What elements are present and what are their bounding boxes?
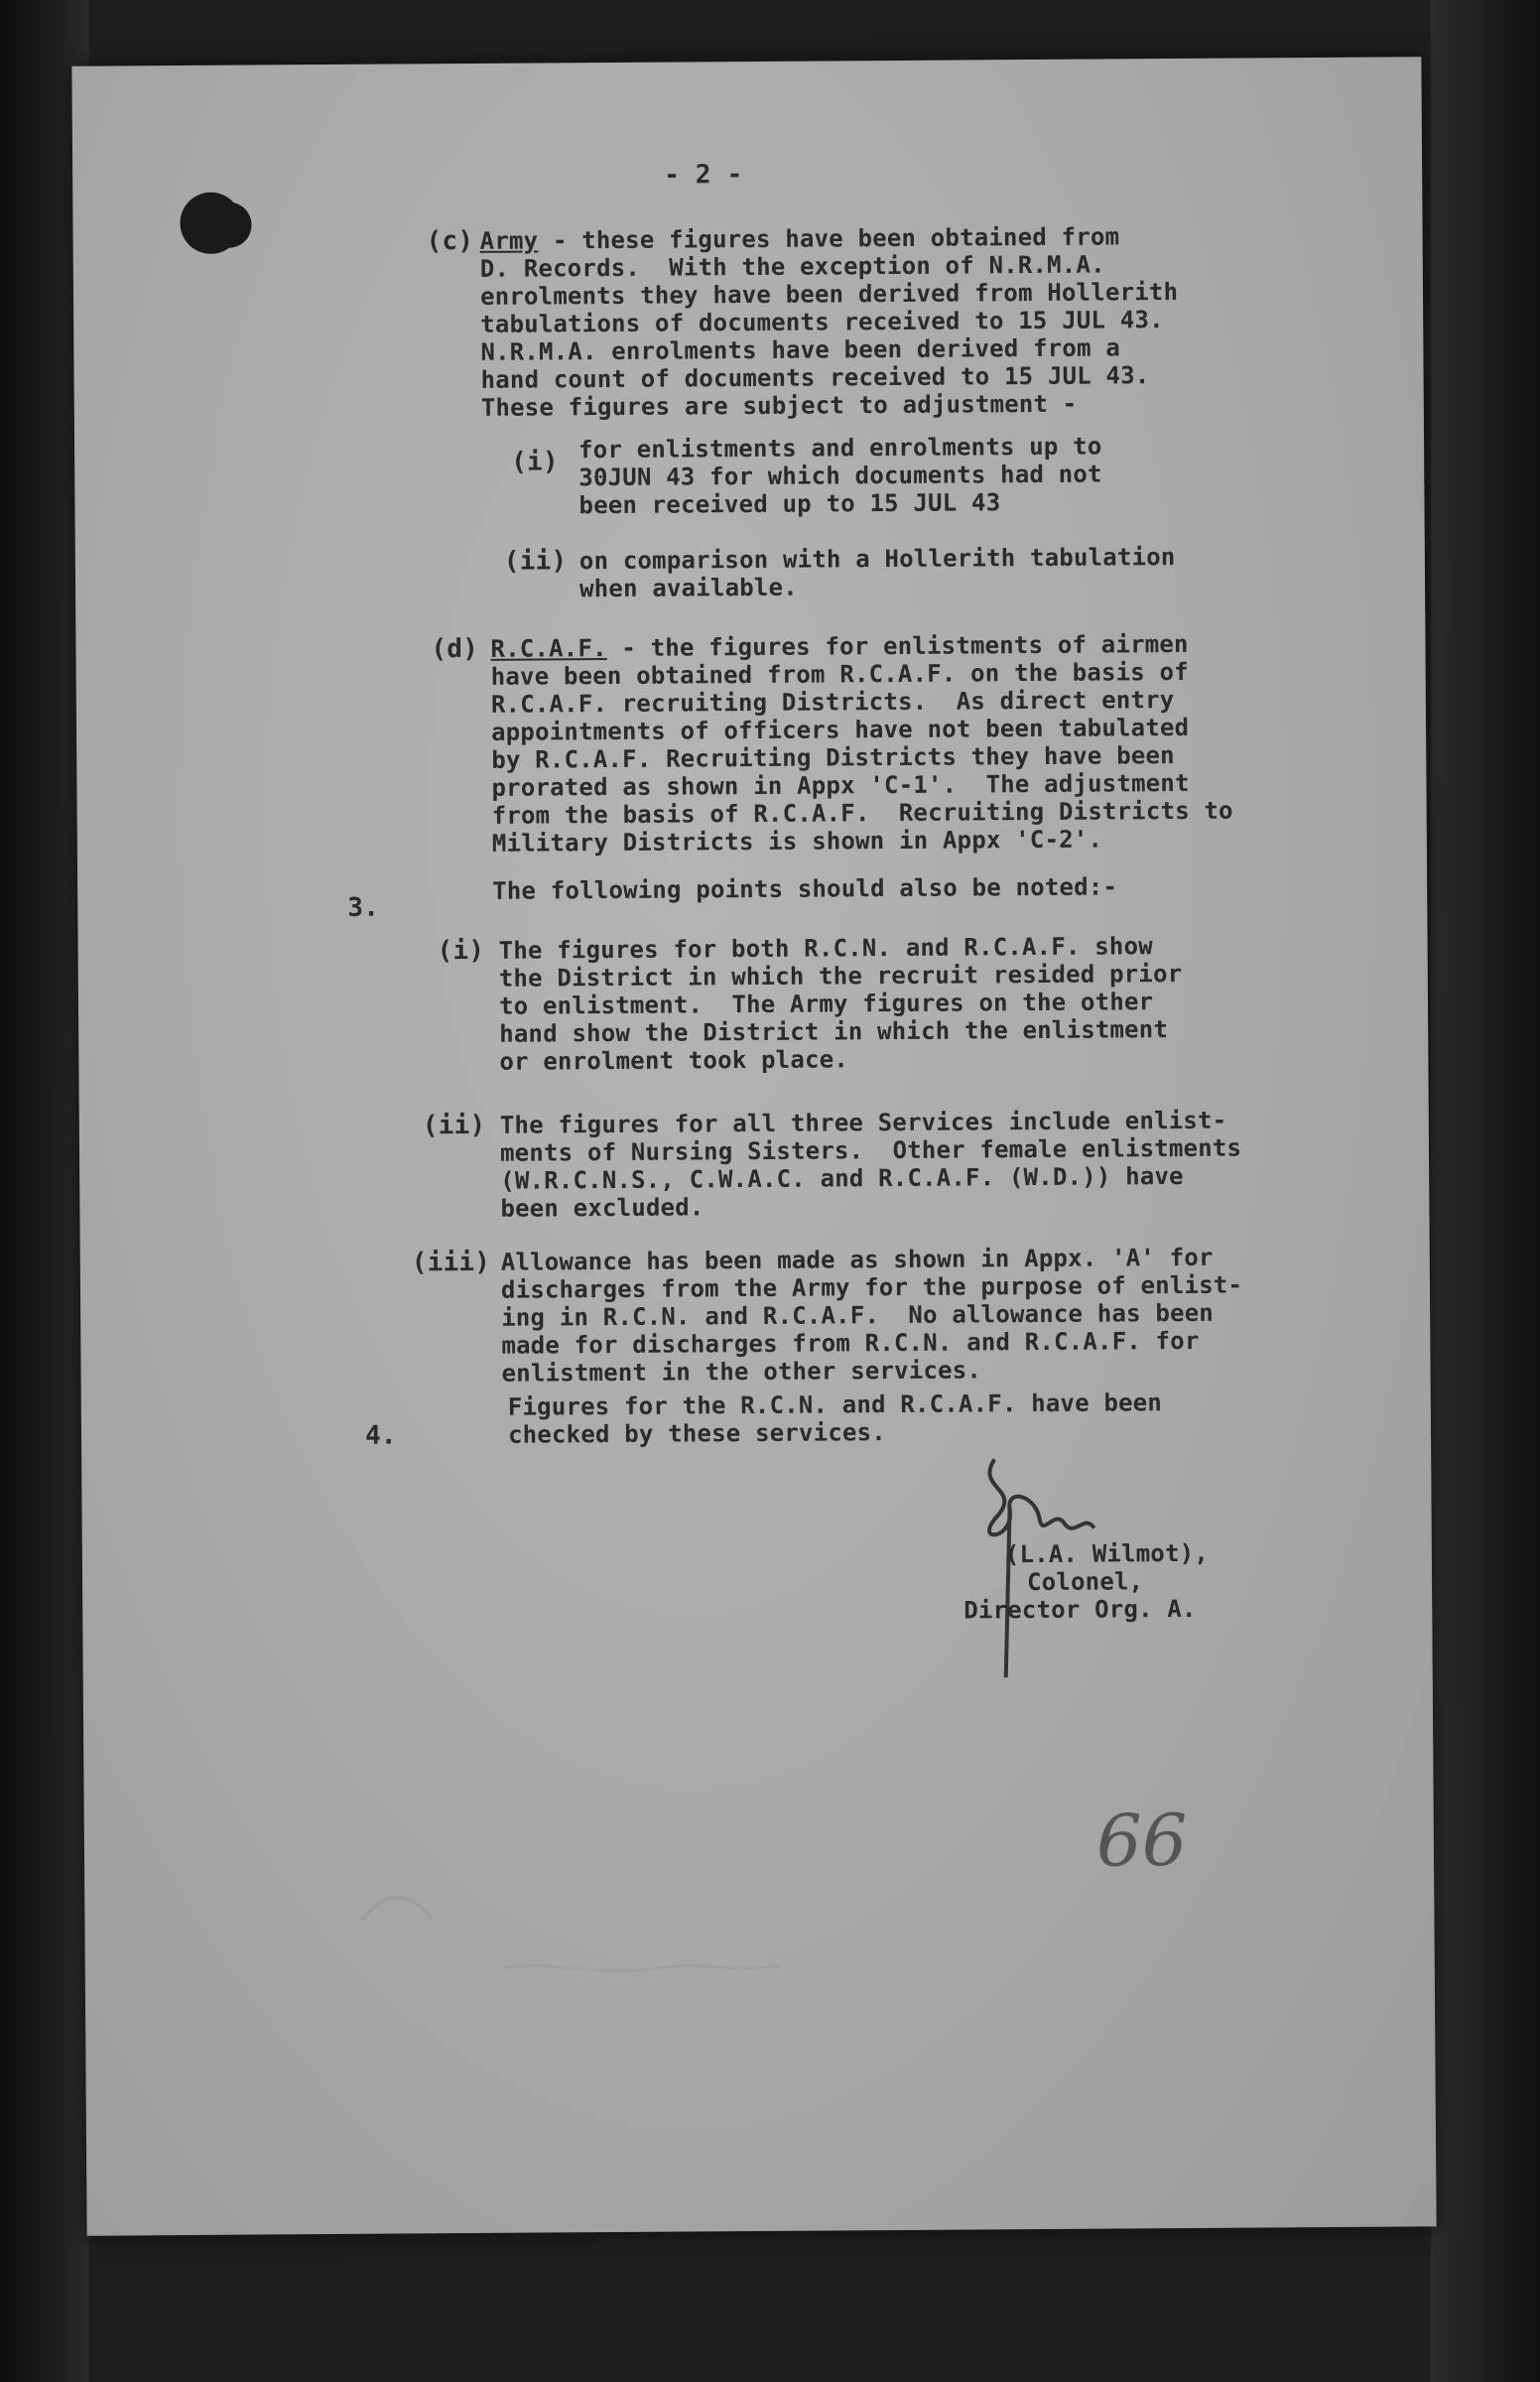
- para-d-line: by R.C.A.F. Recruiting Districts they have been: [491, 741, 1175, 774]
- faint-impression-marks: [342, 1878, 820, 2000]
- svg-text:66: 66: [1095, 1797, 1188, 1883]
- para-4-line: checked by these services.: [507, 1418, 887, 1449]
- para-3-item-iii-line: discharges from the Army for the purpose of enlist-: [500, 1270, 1243, 1304]
- para-c-line: enrolments they have been derived from Hollerith: [479, 277, 1179, 311]
- signature-rank: Colonel,: [1026, 1567, 1144, 1597]
- para-c-line: D. Records. With the exception of N.R.M.A.: [479, 250, 1105, 283]
- para-c-line: hand count of documents received to 15 JUL 43.: [480, 361, 1150, 394]
- para-3-number: 3.: [347, 892, 380, 923]
- para-c-heading: Army: [479, 226, 539, 255]
- para-3-item-i-line: the District in which the recruit resided prior: [498, 959, 1183, 992]
- para-d-line: R.C.A.F. recruiting Districts. As direct entry: [490, 686, 1175, 719]
- para-c-line: tabulations of documents received to 15 JUL 43.: [480, 306, 1164, 338]
- para-3-item-ii-marker: (ii): [422, 1110, 486, 1141]
- para-4-line: Figures for the R.C.N. and R.C.A.F. have been: [507, 1389, 1163, 1421]
- para-c-sub-i-line: been received up to 15 JUL 43: [578, 488, 1001, 520]
- para-3-item-ii-line: been excluded.: [500, 1193, 705, 1223]
- para-d-line: from the basis of R.C.A.F. Recruiting Districts to: [491, 796, 1233, 830]
- para-3-item-i-marker: (i): [437, 935, 485, 967]
- film-frame-right: [1431, 0, 1540, 2382]
- para-c-sub-i-line: for enlistments and enrolments up to: [578, 432, 1102, 464]
- para-d-line-1: R.C.A.F. - the figures for enlistments of airmen: [490, 629, 1189, 663]
- para-3-item-iii-line: enlistment in the other services.: [501, 1356, 982, 1388]
- para-3-item-iii-line: made for discharges from R.C.N. and R.C.A.F. for: [501, 1326, 1200, 1360]
- para-3-item-i-line: or enrolment took place.: [499, 1045, 849, 1076]
- page-number: - 2 -: [664, 160, 743, 191]
- para-c-line: These figures are subject to adjustment -: [480, 389, 1078, 422]
- para-d-heading: R.C.A.F.: [490, 634, 607, 663]
- para-3-item-iii-line: Allowance has been made as shown in Appx. 'A' for: [500, 1243, 1214, 1276]
- para-d-line: prorated as shown in Appx 'C-1'. The adjustment: [491, 768, 1190, 802]
- para-d-marker: (d): [431, 633, 479, 665]
- para-c-line-1: Army - these figures have been obtained from: [479, 222, 1120, 255]
- para-3-item-iii-marker: (iii): [411, 1247, 491, 1278]
- para-c-sub-ii-line: on comparison with a Hollerith tabulation: [578, 543, 1176, 576]
- para-3-intro: The following points should also be noted:-: [492, 872, 1118, 905]
- signature-name: (L.A. Wilmot),: [1004, 1538, 1210, 1569]
- para-d-line: have been obtained from R.C.A.F. on the basis of: [490, 657, 1189, 691]
- document-page: [71, 57, 1436, 2235]
- para-4-number: 4.: [364, 1420, 397, 1451]
- para-3-item-i-line: hand show the District in which the enlistment: [499, 1015, 1169, 1048]
- para-3-item-i-line: The figures for both R.C.N. and R.C.A.F. show: [498, 932, 1153, 965]
- para-c-line: N.R.M.A. enrolments have been derived from a: [480, 333, 1121, 366]
- para-3-item-ii-line: ments of Nursing Sisters. Other female enlistments: [499, 1133, 1242, 1167]
- para-3-item-ii-line: The figures for all three Services include enlist-: [499, 1106, 1227, 1139]
- para-d-line: appointments of officers have not been tabulated: [490, 713, 1190, 746]
- para-c-sub-i-line: 30JUN 43 for which documents had not: [578, 460, 1102, 492]
- para-c-sub-i-marker: (i): [511, 447, 559, 477]
- para-3-item-ii-line: (W.R.C.N.S., C.W.A.C. and R.C.A.F. (W.D.)) have: [500, 1161, 1184, 1195]
- para-c-sub-ii-line: when available.: [578, 573, 798, 603]
- para-3-item-iii-line: ing in R.C.N. and R.C.A.F. No allowance has been: [501, 1298, 1215, 1332]
- signature-title: Director Org. A.: [963, 1594, 1197, 1625]
- para-3-item-i-line: to enlistment. The Army figures on the other: [498, 988, 1154, 1020]
- handwritten-number: [1087, 1786, 1207, 1896]
- para-d-line: Military Districts is shown in Appx 'C-2'.: [491, 825, 1103, 858]
- para-c-marker: (c): [426, 225, 474, 257]
- para-c-sub-ii-marker: (ii): [503, 546, 568, 577]
- punch-hole: [180, 193, 241, 254]
